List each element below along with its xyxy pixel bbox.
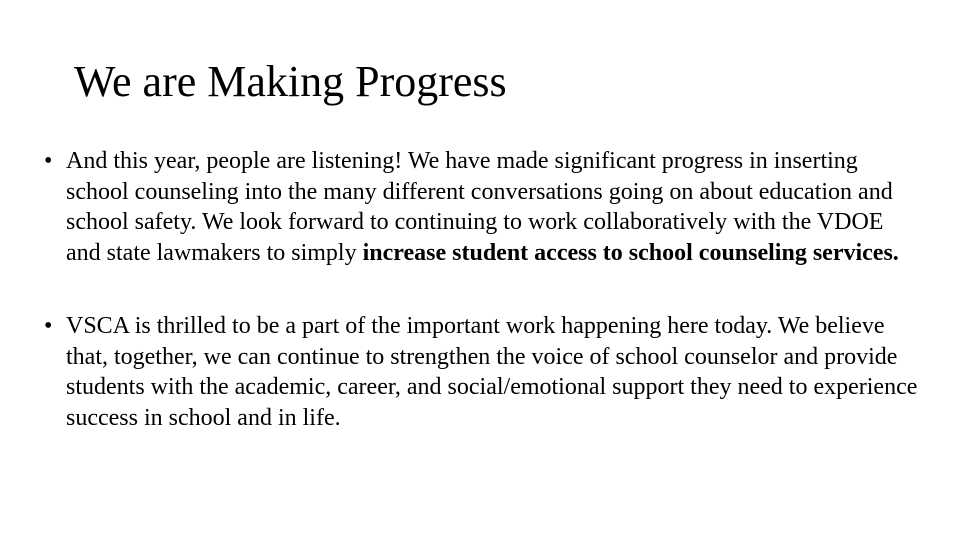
bullet-marker: •	[44, 148, 53, 174]
slide-title: We are Making Progress	[74, 57, 507, 106]
bullet-item-vsca	[44, 311, 924, 433]
bullet-text: VSCA is thrilled to be a part of the important work happening here today. We believe that, together, we can continue to strengthen the voice of school counselor and provide students with the academic, career, and social/emotional support they need to experience success in school and in life.	[66, 313, 918, 431]
bullet-item-listening	[44, 146, 924, 268]
bullet-marker: •	[44, 313, 53, 339]
bullet-text: And this year, people are listening! We have made significant progress in inserting school counseling into the many different conversations going on about education and school safety. We look forward to continuing to work collaboratively with the VDOE and state lawmakers to simply	[66, 148, 893, 266]
bullet-list	[44, 146, 924, 433]
bullet-emphasis-text: increase student access to school counseling services.	[362, 239, 899, 266]
